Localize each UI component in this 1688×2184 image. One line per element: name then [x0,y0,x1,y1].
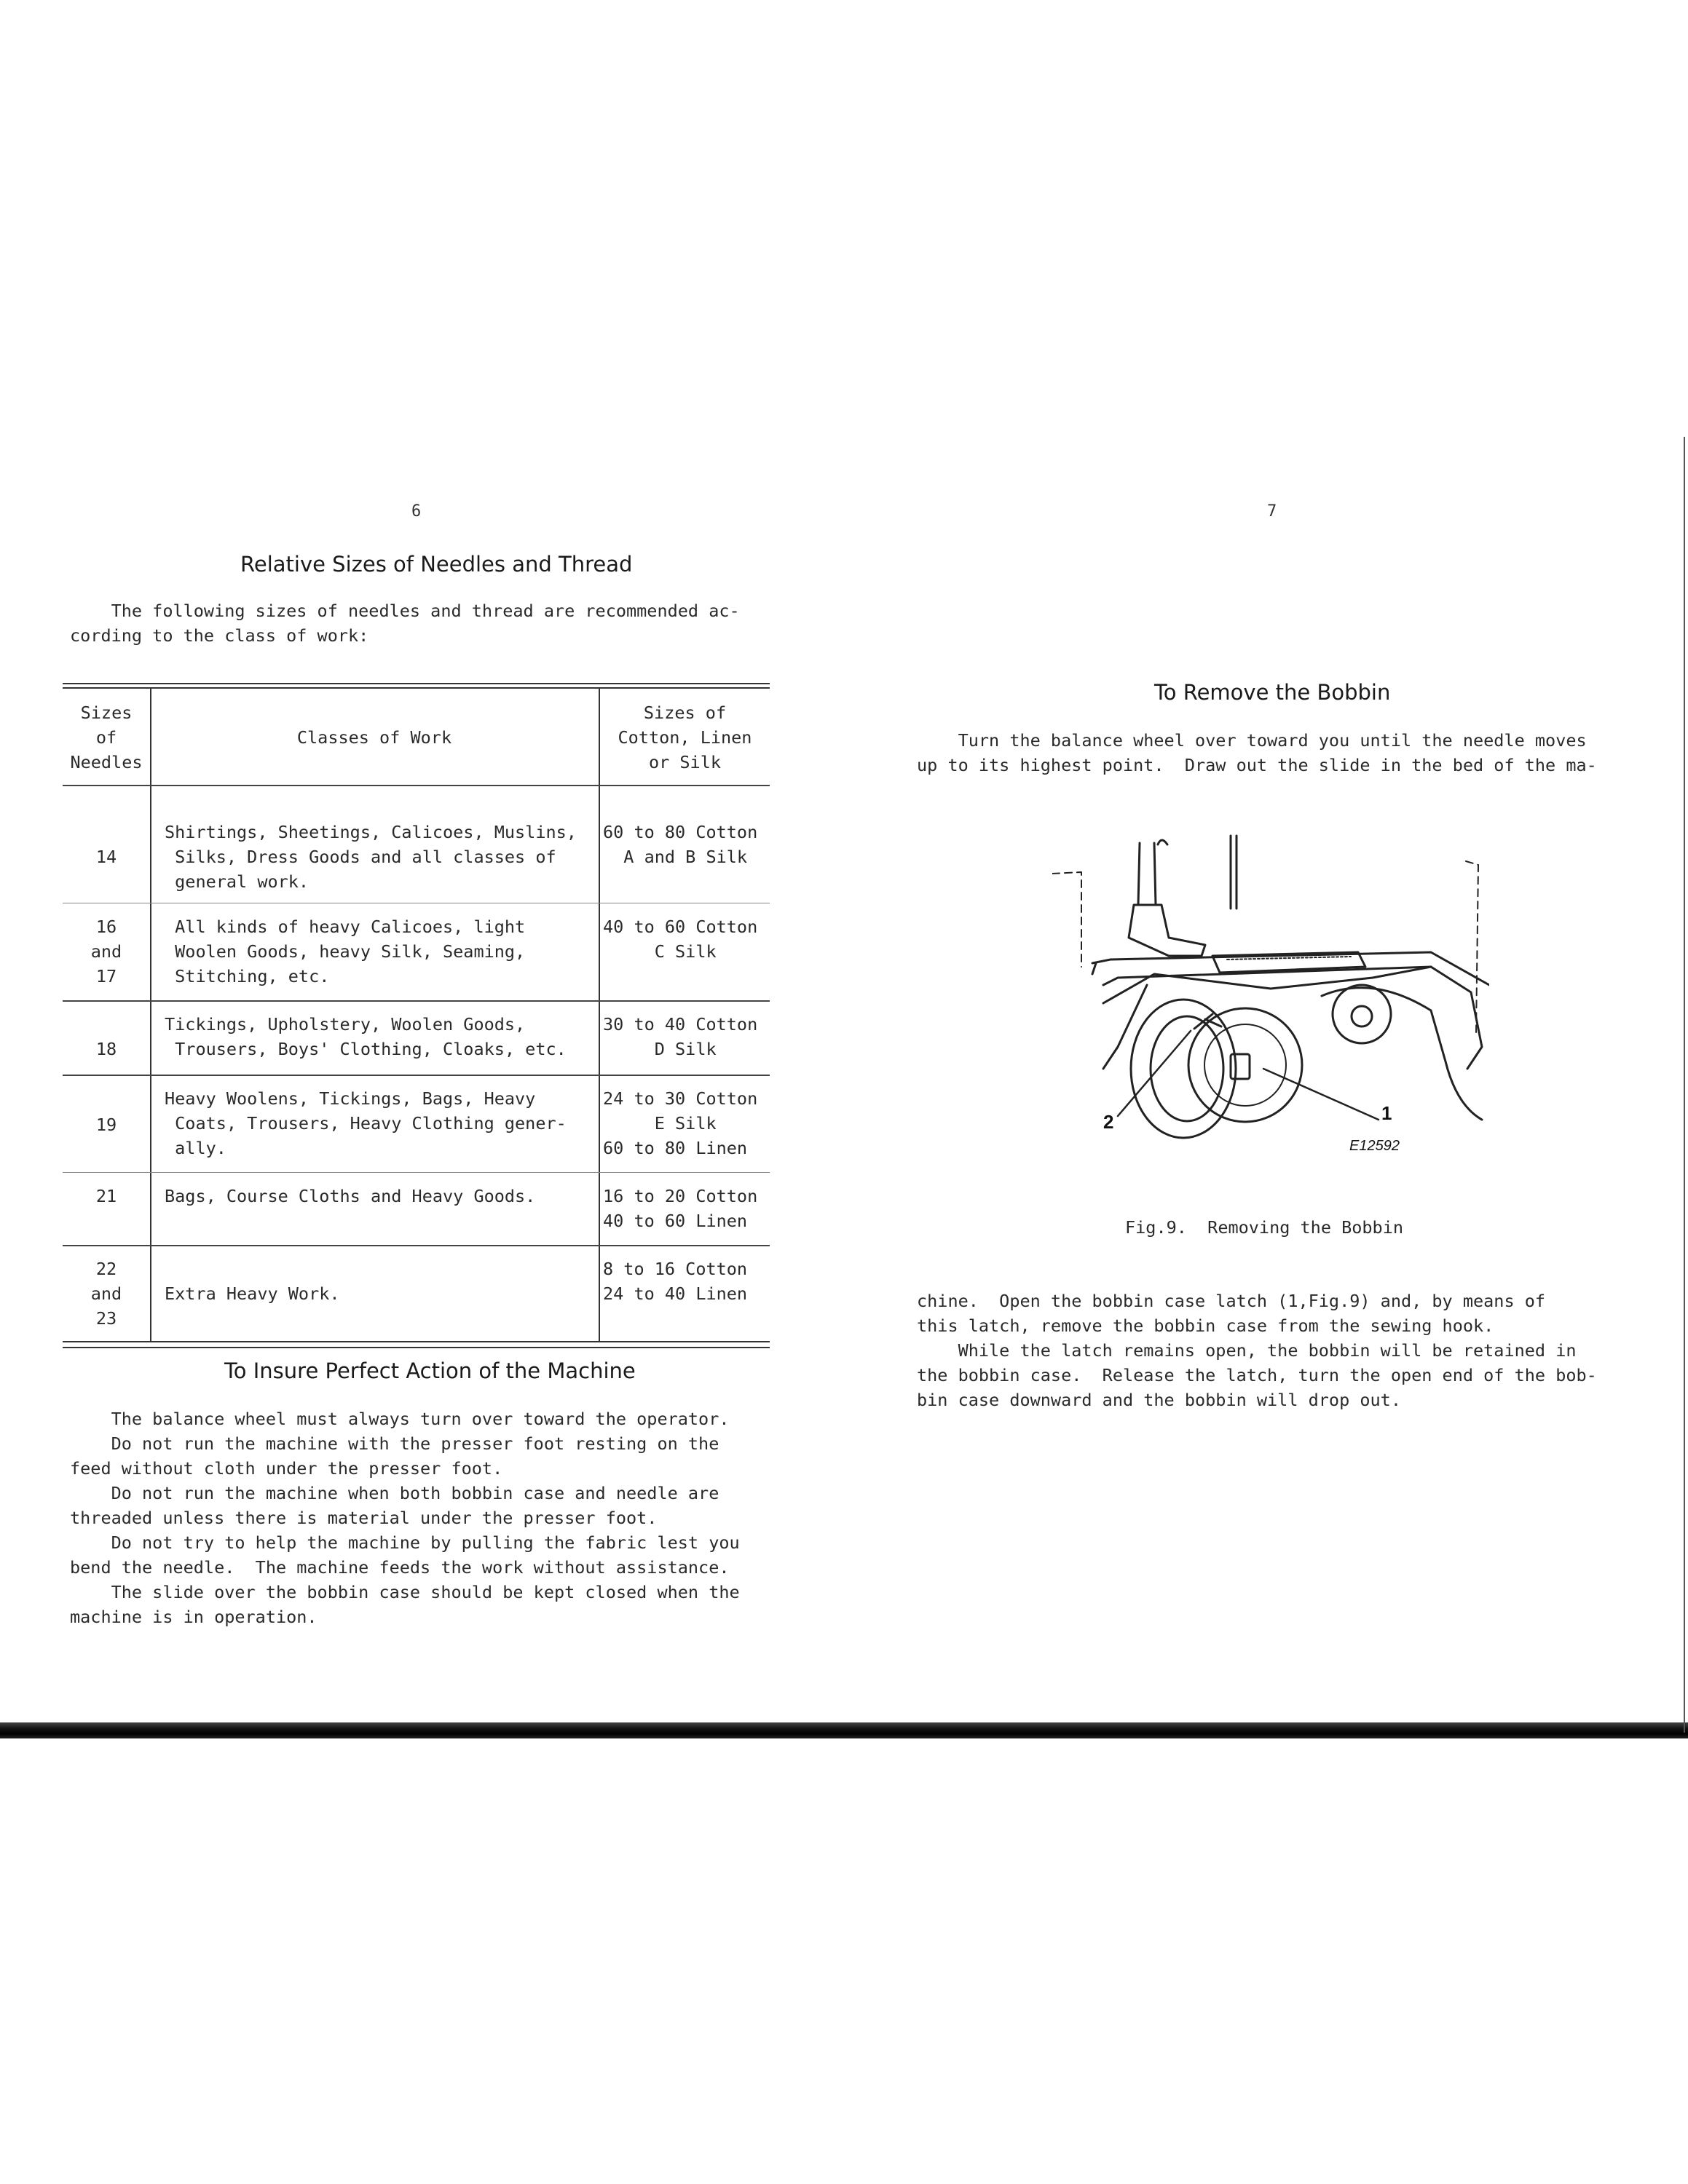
work-class [165,1012,567,1061]
work-line: Shirtings, Sheetings, Calicoes, Muslins, [165,822,577,842]
thread-line: 60 to 80 Linen [603,1138,748,1158]
thread-size [603,914,757,964]
figure-caption: Fig.9. Removing the Bobbin [1125,1217,1404,1238]
action-line: feed without cloth under the presser foot. [70,1458,503,1479]
thread-line: C Silk [603,941,717,962]
intro-line: cording to the class of work: [70,625,369,646]
intro-line: The following sizes of needles and thread are recommended ac- [70,601,740,621]
thread-line: 40 to 60 Cotton [603,917,758,937]
needle-shape [1231,836,1237,909]
action-line: The slide over the bobbin case should be kept closed when the [70,1582,740,1602]
heading-needles-thread: Relative Sizes of Needles and Thread [240,552,633,577]
row-separator [63,1172,770,1173]
table-top-rule [63,683,770,684]
bobbin-line: Turn the balance wheel over toward you until the needle moves [917,730,1587,751]
callout-2: 2 [1103,1111,1114,1133]
work-class [165,1086,567,1160]
needle-line: 17 [95,966,117,986]
needle-size [63,1257,150,1331]
needle-line: 16 [95,917,117,937]
table-top-rule-2 [63,687,770,689]
header-line: Cotton, Linen [618,727,752,748]
header-classes-of-work: Classes of Work [296,727,452,748]
action-line: The balance wheel must always turn over toward the operator. [70,1409,730,1429]
needle-line: 22 [95,1259,117,1279]
thread-size [603,1184,757,1233]
heading-remove-bobbin: To Remove the Bobbin [1154,680,1391,705]
header-line: Sizes [80,703,133,723]
thread-line: 60 to 80 Cotton [603,822,758,842]
thread-line: 40 to 60 Linen [603,1211,748,1231]
thread-size [603,1086,757,1160]
figure-removing-bobbin [1052,828,1489,1156]
bobbin-line: the bobbin case. Release the latch, turn the open end of the bob- [917,1365,1597,1385]
work-line: Trousers, Boys' Clothing, Cloaks, etc. [165,1039,567,1059]
needle-line: and [90,1283,122,1304]
header-line: or Silk [648,752,722,772]
row-separator [63,1000,770,1002]
bobbin-line: bin case downward and the bobbin will drop out. [917,1390,1401,1410]
action-line: Do not try to help the machine by pulling the fabric lest you [70,1532,740,1553]
work-line: ally. [165,1138,226,1158]
page-number-right: 7 [1267,502,1277,521]
intro-paragraph [70,598,740,648]
thread-line: E Silk [603,1113,717,1133]
needle-line: and [90,941,122,962]
row-separator [63,1075,770,1076]
bobbin-continuation-paragraph [917,1289,1597,1412]
scan-bottom-edge [0,1722,1688,1738]
bobbin-intro-paragraph [917,728,1597,778]
latch-shape [1231,1054,1250,1079]
work-line: Extra Heavy Work. [165,1283,340,1304]
heading-perfect-action: To Insure Perfect Action of the Machine [224,1358,636,1383]
thread-size [603,1012,757,1061]
callout-1: 1 [1381,1102,1392,1124]
table-bottom-rule-2 [63,1347,770,1348]
presser-foot-shape [1129,905,1205,956]
header-line: of [95,727,117,748]
action-line: bend the needle. The machine feeds the work without assistance. [70,1557,730,1578]
needle-size: 19 [95,1115,117,1135]
page-number-left: 6 [411,502,422,521]
needle-line: 23 [95,1308,117,1329]
thread-line: 8 to 16 Cotton [603,1259,748,1279]
bobbin-line: chine. Open the bobbin case latch (1,Fig.9) and, by means of [917,1291,1546,1311]
work-line: Heavy Woolens, Tickings, Bags, Heavy [165,1088,536,1109]
needle-thread-table [63,683,770,1353]
work-line: Woolen Goods, heavy Silk, Seaming, [165,941,526,962]
action-line: Do not run the machine with the presser foot resting on the [70,1433,719,1454]
bobbin-line: up to its highest point. Draw out the slide in the bed of the ma- [917,755,1597,775]
work-class [165,1184,535,1208]
work-class [165,1281,340,1306]
work-line: Silks, Dress Goods and all classes of [165,847,556,867]
thread-size [603,820,757,869]
thread-line: 16 to 20 Cotton [603,1186,758,1206]
action-line: threaded unless there is material under the presser foot. [70,1508,658,1528]
work-line: general work. [165,871,309,892]
row-separator [63,1245,770,1246]
work-line: Coats, Trousers, Heavy Clothing gener- [165,1113,567,1133]
action-paragraph [70,1406,740,1629]
work-line: Bags, Course Cloths and Heavy Goods. [165,1186,536,1206]
thread-size [603,1257,747,1306]
action-line: machine is in operation. [70,1607,318,1627]
header-separator [63,785,770,786]
thread-line: D Silk [603,1039,717,1059]
scan-right-edge [1684,437,1685,1733]
bobbin-illustration [1052,828,1489,1156]
header-line: Needles [70,752,143,772]
needle-size: 18 [95,1039,117,1059]
thread-line: A and B Silk [603,847,748,867]
needle-size [63,914,150,989]
work-line: Stitching, etc. [165,966,330,986]
work-class [165,820,577,894]
header-sizes-of-thread [600,700,770,775]
header-sizes-of-needles [63,700,150,775]
thread-line: 24 to 30 Cotton [603,1088,758,1109]
thread-line: 30 to 40 Cotton [603,1014,758,1034]
table-bottom-rule [63,1341,770,1342]
bobbin-line: While the latch remains open, the bobbin will be retained in [917,1340,1577,1361]
part-number: E12592 [1349,1138,1400,1154]
bobbin-line: this latch, remove the bobbin case from the sewing hook. [917,1315,1494,1336]
work-line: All kinds of heavy Calicoes, light [165,917,526,937]
bobbin-case-shape [1188,1008,1302,1122]
needle-size: 14 [95,847,117,867]
thread-line: 24 to 40 Linen [603,1283,748,1304]
action-line: Do not run the machine when both bobbin case and needle are [70,1483,719,1503]
header-line: Sizes of [643,703,727,723]
left-page [0,0,834,2184]
work-class [165,914,525,989]
needle-size: 21 [95,1186,117,1206]
presser-bar-shape [1138,843,1156,905]
work-line: Tickings, Upholstery, Woolen Goods, [165,1014,526,1034]
